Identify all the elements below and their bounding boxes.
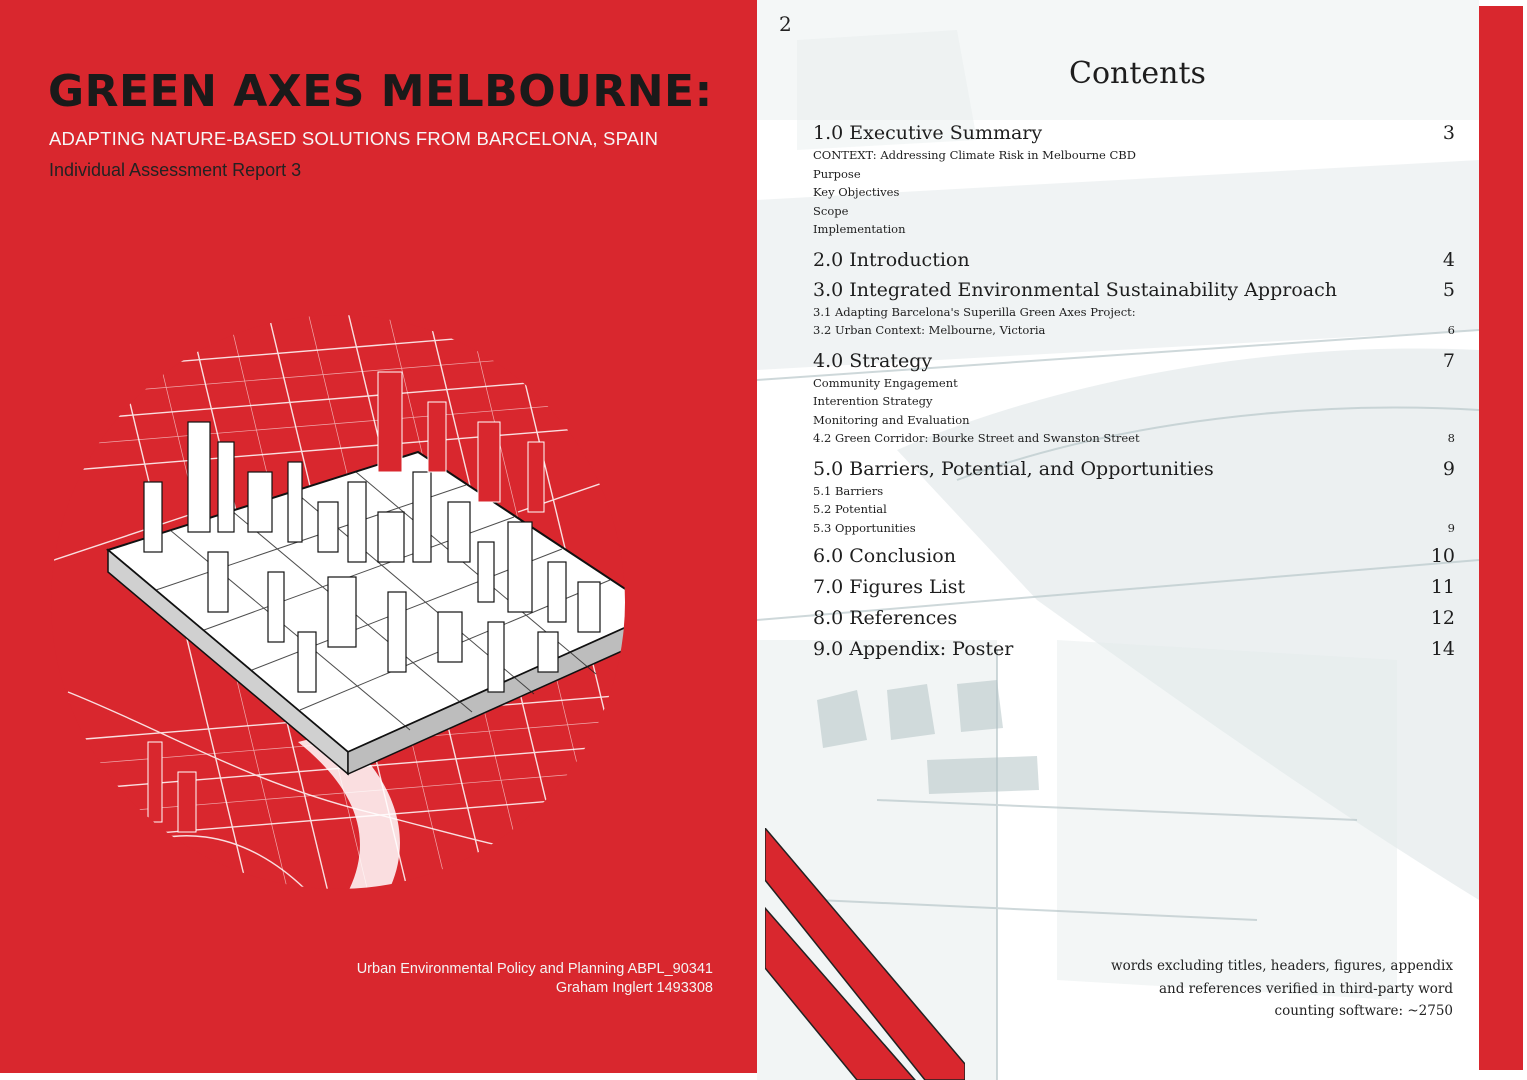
toc-section-title: 8.0 References [813,607,958,629]
toc-sub-item[interactable] [813,482,1455,501]
toc-sub-item[interactable] [813,519,1455,538]
toc-section-page: 4 [1442,248,1455,271]
toc-section-integrated-approach[interactable] [813,277,1455,303]
toc-sub-title: Implementation [813,222,906,236]
toc-sub-item[interactable] [813,183,1455,202]
toc-section-figures-list[interactable] [813,574,1455,600]
cover-credits [357,960,713,998]
cover-report-label: Individual Assessment Report 3 [49,160,302,180]
toc-sub-item[interactable] [813,303,1455,322]
word-count-line: and references verified in third-party word [1159,980,1453,997]
toc-sub-title: 3.2 Urban Context: Melbourne, Victoria [813,323,1046,337]
toc-section-title: 1.0 Executive Summary [813,122,1043,144]
toc-section-barriers[interactable] [813,456,1455,482]
cover-subtitle: ADAPTING NATURE-BASED SOLUTIONS FROM BARCELONA, SPAIN [49,128,659,149]
toc-sub-item[interactable] [813,146,1455,165]
cover-title: GREEN AXES MELBOURNE: [48,66,713,117]
toc-sub-item[interactable] [813,202,1455,221]
toc-section-title: 4.0 Strategy [813,349,933,372]
toc-sub-title: Community Engagement [813,375,958,390]
toc-section-page: 7 [1442,349,1455,372]
toc-section-title: 5.0 Barriers, Potential, and Opportunities [813,457,1214,480]
toc-section-strategy[interactable] [813,348,1455,374]
toc-section-title: 3.0 Integrated Environmental Sustainability Approach [813,278,1337,301]
toc-sub-title: 5.2 Potential [813,502,887,516]
toc-sub-title: 5.3 Opportunities [813,520,916,535]
toc-section-page: 9 [1442,457,1455,480]
toc-section-introduction[interactable] [813,247,1455,273]
toc-sub-page: 8 [1447,431,1455,445]
toc-section-title: 6.0 Conclusion [813,545,956,567]
toc-sub-item[interactable] [813,220,1455,239]
toc-section-page: 10 [1430,545,1455,567]
toc-section-page: 12 [1430,607,1455,629]
toc-section-title: 2.0 Introduction [813,248,970,271]
contents-page [757,0,1527,1080]
contents-heading: Contents [1069,56,1206,91]
toc-sub-title: Monitoring and Evaluation [813,412,970,427]
table-of-contents [813,120,1455,662]
toc-sub-title: Scope [813,203,849,218]
course-label: Urban Environmental Policy and Planning ABPL_90341 [356,961,713,977]
toc-section-conclusion[interactable] [813,543,1455,569]
word-count-note [1111,955,1453,1023]
toc-section-page: 5 [1442,278,1455,301]
toc-sub-title: 4.2 Green Corridor: Bourke Street and Swanston Street [813,431,1140,445]
toc-section-page: 3 [1442,122,1455,144]
word-count-line: counting software: ~2750 [1274,1003,1453,1019]
toc-sub-item[interactable] [813,392,1455,411]
toc-sub-title: 5.1 Barriers [813,483,884,498]
toc-section-appendix[interactable] [813,636,1455,662]
toc-sub-item[interactable] [813,429,1455,448]
toc-section-page: 11 [1430,576,1455,598]
toc-section-page: 14 [1430,638,1455,660]
toc-sub-title: Key Objectives [813,185,900,199]
cover-page [0,0,757,1073]
toc-sub-item[interactable] [813,321,1455,340]
toc-sub-item[interactable] [813,374,1455,393]
author-label: Graham Inglert 1493308 [555,980,713,996]
toc-sub-item[interactable] [813,500,1455,519]
isometric-city-map-icon [48,312,664,892]
word-count-line: words excluding titles, headers, figures, appendix [1111,958,1453,974]
toc-sub-title: Purpose [813,166,861,181]
toc-section-executive-summary[interactable] [813,120,1455,146]
toc-sub-page: 6 [1447,323,1455,337]
toc-sub-item[interactable] [813,411,1455,430]
toc-sub-item[interactable] [813,165,1455,184]
toc-sub-title: CONTEXT: Addressing Climate Risk in Melbourne CBD [813,148,1136,162]
right-accent-bar [1479,6,1523,1070]
toc-sub-title: 3.1 Adapting Barcelona's Superilla Green Axes Project: [813,304,1136,319]
toc-sub-page: 9 [1447,520,1455,535]
toc-sub-title: Interention Strategy [813,394,933,408]
diagonal-stripes-icon [765,828,965,1080]
toc-section-references[interactable] [813,605,1455,631]
toc-section-title: 9.0 Appendix: Poster [813,638,1014,660]
toc-section-title: 7.0 Figures List [813,576,966,598]
page-number: 2 [779,12,792,36]
